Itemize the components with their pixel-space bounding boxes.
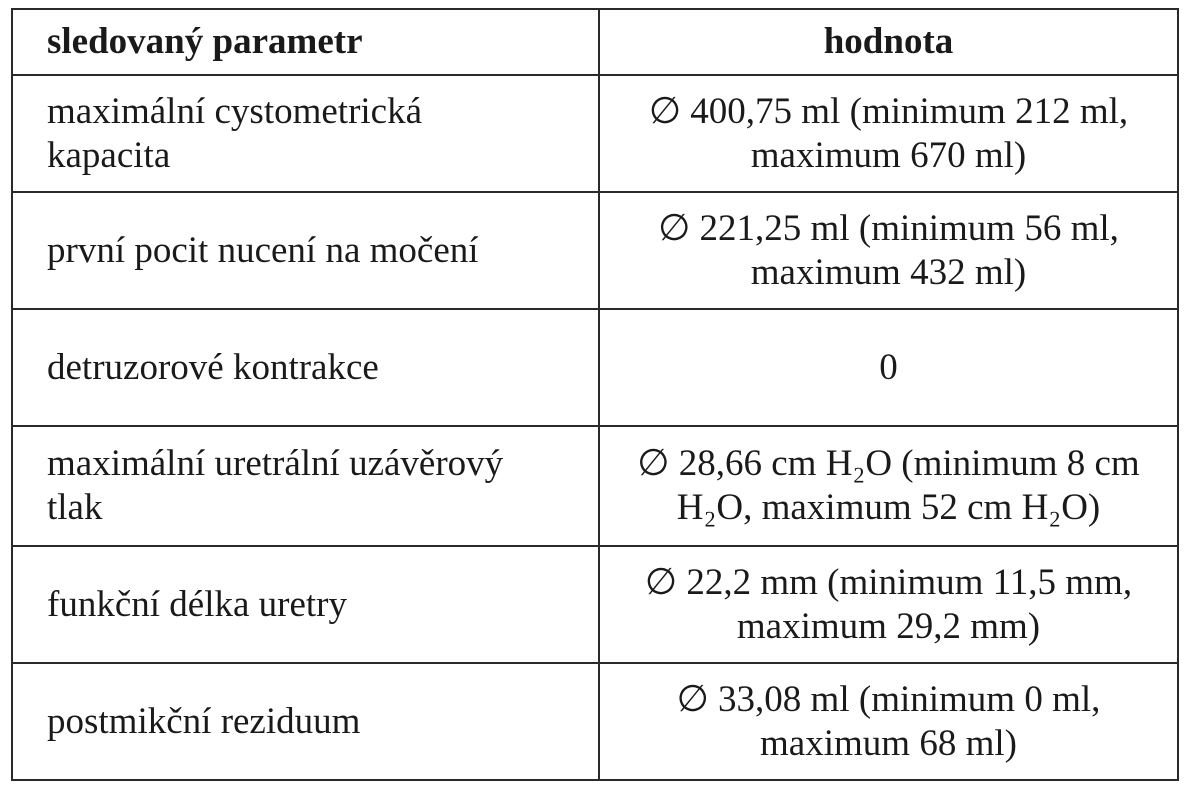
value-line: ∅ 400,75 ml (minimum 212 ml, [648, 90, 1129, 132]
table-row [12, 309, 1178, 426]
parameter-cell [12, 663, 599, 780]
value-line: ∅ 221,25 ml (minimum 56 ml, [658, 207, 1119, 249]
parameter-line: postmikční reziduum [47, 700, 361, 742]
table-row [12, 192, 1178, 309]
parameter-line: první pocit nucení na močení [47, 229, 479, 271]
table-row [12, 546, 1178, 663]
value-line: ∅ 22,2 mm (minimum 11,5 mm, [644, 561, 1133, 603]
value-line: maximum 670 ml) [750, 134, 1027, 176]
table-row [12, 426, 1178, 546]
value-line: ∅ 28,66 cm H₂O (minimum 8 cm [637, 443, 1140, 484]
parameters-table [11, 8, 1179, 781]
parameter-cell [12, 192, 599, 309]
parameter-cell [12, 309, 599, 426]
parameter-line: kapacita [47, 134, 171, 176]
table-header-row [12, 9, 1178, 75]
table-row [12, 663, 1178, 780]
value-line: 0 [879, 346, 898, 388]
value-cell [599, 426, 1178, 546]
value-cell [599, 75, 1178, 192]
value-line: maximum 29,2 mm) [736, 605, 1041, 647]
value-line: maximum 432 ml) [750, 251, 1027, 293]
parameter-cell [12, 426, 599, 546]
value-cell [599, 546, 1178, 663]
parameter-cell [12, 546, 599, 663]
value-line: H₂O, maximum 52 cm H₂O) [676, 487, 1101, 528]
value-cell [599, 663, 1178, 780]
header-parameter: sledovaný parametr [12, 9, 599, 75]
value-line: ∅ 33,08 ml (minimum 0 ml, [676, 678, 1101, 720]
parameter-line: maximální uretrální uzávěrový [47, 443, 504, 484]
table-row [12, 75, 1178, 192]
parameter-line: maximální cystometrická [47, 90, 423, 132]
value-line: maximum 68 ml) [760, 722, 1017, 764]
parameter-cell [12, 75, 599, 192]
value-cell [599, 192, 1178, 309]
parameter-line: funkční délka uretry [47, 583, 347, 625]
parameter-line: detruzorové kontrakce [47, 346, 379, 388]
value-cell [599, 309, 1178, 426]
parameter-line: tlak [47, 487, 103, 528]
header-value: hodnota [599, 9, 1178, 75]
